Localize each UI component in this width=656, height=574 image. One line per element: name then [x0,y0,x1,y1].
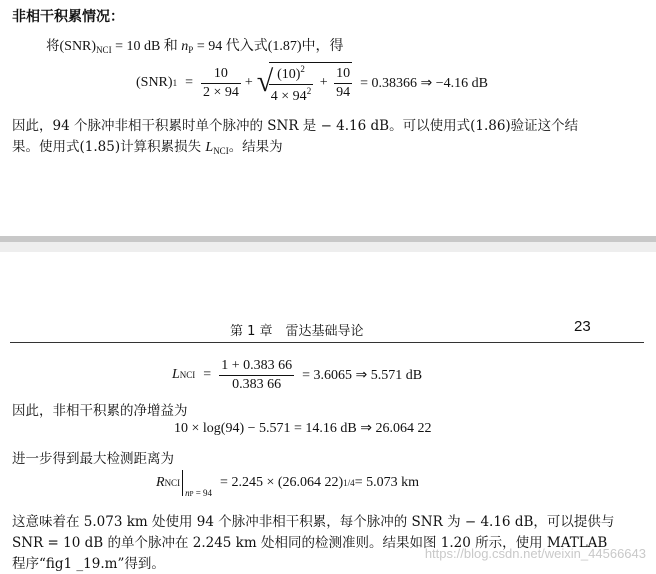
conclusion-line1: 这意味着在 5.073 km 处使用 94 个脉冲非相干积累，每个脉冲的 SNR 为 − 4.16 dB，可以提供与 [12,514,615,530]
header-rule [10,342,644,343]
range-text: 进一步得到最大检测距离为 [12,451,174,467]
section-heading: 非相干积累情况： [12,9,124,25]
page-divider-shadow [0,242,656,252]
chapter-header: 第 1 章 雷达基础导论 [230,324,364,339]
intro-sentence: 将$(SNR)_{NCI} = 10$ dB 和 $n_P = 94$ 代入式(1.87)中，得 [46,38,344,55]
net-gain-equation: 10 × log(94) − 5.571 = 14.16 dB ⇒ 26.064 22 [174,421,432,436]
conclusion-line2: SNR = 10 dB 的单个脉冲在 2.245 km 处相同的检测准则。结果如图 1.20 所示，使用 MATLAB [12,535,608,551]
net-gain-text: 因此，非相干积累的净增益为 [12,403,188,419]
loss-equation: L NCI = $\frac{1 + 0.383 66}{0.383 66}$ = 3.6065 ⇒ 5.571 dB [172,357,423,392]
range-equation: R NCI nP = 94 = 2.245 × (26.064 22) 1/4 = 5.073 km [156,468,419,498]
page-number: 23 [574,318,591,335]
square-root: √ $\frac{(10)^2}{4 \times 94^2}$ + $\frac{10}{94}$ [256,63,351,104]
conclusion-line3: 程序“fig1 _19.m”得到。 [12,556,165,572]
fraction-10-over-2x94: $\frac{10}{2 \times 94}$ [202,65,239,100]
result-paragraph-line1: 因此，94 个脉冲非相干积累时单个脉冲的 SNR 是 − 4.16 dB。可以使用式(1.86)验证这个结 [12,118,579,134]
watermark-url: https://blog.csdn.net/weixin_44566643 [424,546,646,561]
snr-equation: (SNR) 1 = $\frac{10}{2 \times 94}$ + √ $\frac{(10)^2}{4 \times 94^2}$ + $\frac{10}{94}$ = 0.38366 ⇒ −4.16 dB [136,63,488,104]
result-paragraph-line2: 果。使用式(1.85)计算积累损失 $L_{NCI}$。结果为 [12,139,283,156]
